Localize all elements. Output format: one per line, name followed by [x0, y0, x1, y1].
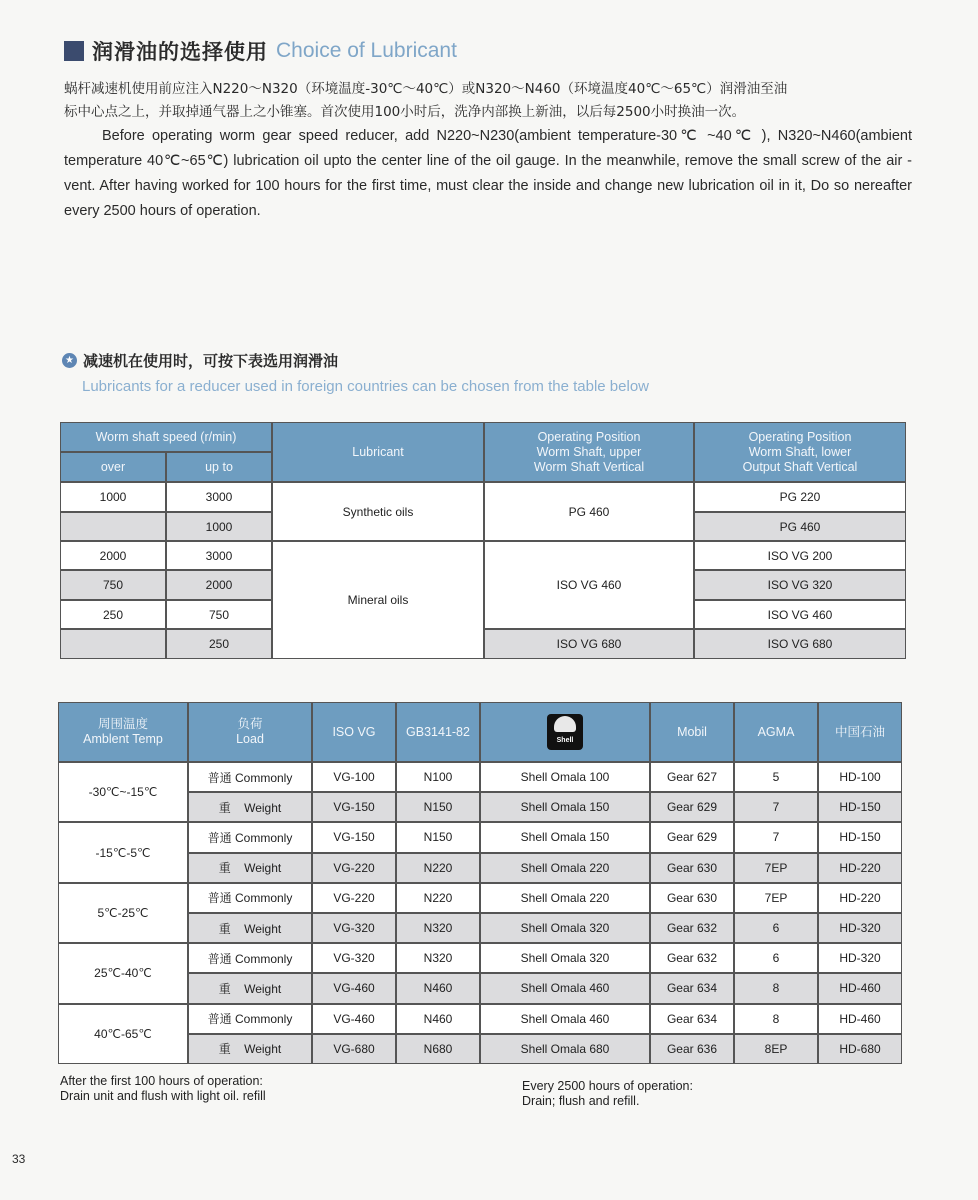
section-title-zh: 减速机在使用时，可按下表选用润滑油	[83, 352, 339, 370]
load-cell: 普通 Commonly	[188, 1004, 312, 1034]
agma-cell: 7	[734, 822, 818, 852]
footnote-first-100-hours: After the first 100 hours of operation: Drain unit and flush with light oil. refill	[60, 1074, 266, 1103]
shell-logo-icon	[547, 714, 583, 750]
iso-cell: VG-100	[312, 762, 396, 792]
temperature-range-cell: 40℃-65℃	[58, 1004, 188, 1064]
gb-cell: N150	[396, 822, 480, 852]
title-en: Choice of Lubricant	[276, 39, 457, 62]
lower-position-value: ISO VG 200	[694, 541, 906, 570]
load-cell: 重 Weight	[188, 1034, 312, 1064]
agma-cell: 7EP	[734, 883, 818, 913]
iso-cell: VG-220	[312, 883, 396, 913]
intro-en: Before operating worm gear speed reducer, add N220~N230(ambient temperature-30℃ ~40℃ ), N320~N460(ambient temperature 40℃~65℃) lubrication oil upto the center line of the oil gauge. In the meanwhile, remove the small screw of the air -vent. After having worked for 100 hours for the first time, must clear the inside and change new lubrication oil in it, Do so nereafter every 2500 hours of operation.	[64, 128, 912, 219]
temperature-range-cell: 5℃-25℃	[58, 883, 188, 943]
header-gb: GB3141-82	[396, 702, 480, 762]
header-up-to: up to	[166, 452, 272, 482]
gb-cell: N320	[396, 943, 480, 973]
load-cell: 普通 Commonly	[188, 762, 312, 792]
temperature-range-cell: 25℃-40℃	[58, 943, 188, 1003]
upper-position-value: PG 460	[484, 482, 694, 541]
speed-upto-cell: 250	[166, 629, 272, 659]
cn-cell: HD-320	[818, 913, 902, 943]
cn-cell: HD-100	[818, 762, 902, 792]
gb-cell: N460	[396, 1004, 480, 1034]
lower-position-value: PG 460	[694, 512, 906, 541]
header-load: 负荷 Load	[188, 702, 312, 762]
load-cell: 普通 Commonly	[188, 883, 312, 913]
upper-position-value: ISO VG 460	[484, 541, 694, 629]
header-over: over	[60, 452, 166, 482]
shell-cell: Shell Omala 460	[480, 1004, 650, 1034]
speed-upto-cell: 1000	[166, 512, 272, 541]
shell-cell: Shell Omala 100	[480, 762, 650, 792]
speed-over-cell: 1000	[60, 482, 166, 512]
iso-cell: VG-220	[312, 853, 396, 883]
shell-cell: Shell Omala 220	[480, 883, 650, 913]
shell-cell: Shell Omala 150	[480, 822, 650, 852]
lower-position-value: ISO VG 680	[694, 629, 906, 659]
mobil-cell: Gear 636	[650, 1034, 734, 1064]
gb-cell: N460	[396, 973, 480, 1003]
page-number: 33	[12, 1152, 26, 1166]
cn-cell: HD-680	[818, 1034, 902, 1064]
cn-cell: HD-220	[818, 883, 902, 913]
shell-cell: Shell Omala 320	[480, 943, 650, 973]
mobil-cell: Gear 634	[650, 1004, 734, 1034]
upper-position-value: ISO VG 680	[484, 629, 694, 659]
mobil-cell: Gear 629	[650, 792, 734, 822]
agma-cell: 8EP	[734, 1034, 818, 1064]
mobil-cell: Gear 634	[650, 973, 734, 1003]
iso-cell: VG-460	[312, 1004, 396, 1034]
agma-cell: 6	[734, 913, 818, 943]
agma-cell: 5	[734, 762, 818, 792]
star-icon: ★	[62, 353, 77, 368]
speed-over-cell: 750	[60, 570, 166, 600]
agma-cell: 8	[734, 973, 818, 1003]
iso-cell: VG-320	[312, 943, 396, 973]
agma-cell: 6	[734, 943, 818, 973]
header-position-upper: Operating Position Worm Shaft, upper Worm Shaft Vertical	[484, 422, 694, 482]
shell-cell: Shell Omala 460	[480, 973, 650, 1003]
iso-cell: VG-460	[312, 973, 396, 1003]
header-isovg: ISO VG	[312, 702, 396, 762]
gb-cell: N320	[396, 913, 480, 943]
shell-cell: Shell Omala 680	[480, 1034, 650, 1064]
iso-cell: VG-680	[312, 1034, 396, 1064]
lower-position-value: ISO VG 320	[694, 570, 906, 600]
iso-cell: VG-150	[312, 792, 396, 822]
gb-cell: N220	[396, 853, 480, 883]
header-cn: 中国石油	[818, 702, 902, 762]
speed-upto-cell: 2000	[166, 570, 272, 600]
shell-cell: Shell Omala 320	[480, 913, 650, 943]
header-worm-shaft-speed: Worm shaft speed (r/min)	[60, 422, 272, 452]
cn-cell: HD-220	[818, 853, 902, 883]
lubricant-mineral-oils: Mineral oils	[272, 541, 484, 659]
iso-cell: VG-320	[312, 913, 396, 943]
speed-over-cell: 2000	[60, 541, 166, 570]
temperature-range-cell: -30℃~-15℃	[58, 762, 188, 822]
shell-logo-word: Shell	[556, 737, 574, 744]
shell-shape	[554, 716, 576, 732]
mobil-cell: Gear 627	[650, 762, 734, 792]
lower-position-value: ISO VG 460	[694, 600, 906, 629]
mobil-cell: Gear 629	[650, 822, 734, 852]
load-cell: 普通 Commonly	[188, 822, 312, 852]
header-mobil: Mobil	[650, 702, 734, 762]
header-agma: AGMA	[734, 702, 818, 762]
lubricant-synthetic-oils: Synthetic oils	[272, 482, 484, 541]
title-square-icon	[64, 41, 84, 61]
speed-over-cell	[60, 629, 166, 659]
speed-upto-cell: 750	[166, 600, 272, 629]
gb-cell: N100	[396, 762, 480, 792]
agma-cell: 8	[734, 1004, 818, 1034]
gb-cell: N150	[396, 792, 480, 822]
speed-over-cell: 250	[60, 600, 166, 629]
intro-zh-line-2: 标中心点之上，并取掉通气器上之小锥塞。首次使用100小时后，洗净内部换上新油，以后每2500小时换油一次。	[64, 104, 746, 120]
temperature-range-cell: -15℃-5℃	[58, 822, 188, 882]
header-lubricant: Lubricant	[272, 422, 484, 482]
cn-cell: HD-150	[818, 792, 902, 822]
header-position-lower: Operating Position Worm Shaft, lower Output Shaft Vertical	[694, 422, 906, 482]
mobil-cell: Gear 632	[650, 943, 734, 973]
agma-cell: 7EP	[734, 853, 818, 883]
speed-upto-cell: 3000	[166, 541, 272, 570]
gb-cell: N680	[396, 1034, 480, 1064]
mobil-cell: Gear 630	[650, 883, 734, 913]
iso-cell: VG-150	[312, 822, 396, 852]
title-zh: 润滑油的选择使用	[92, 40, 268, 64]
agma-cell: 7	[734, 792, 818, 822]
load-cell: 重 Weight	[188, 973, 312, 1003]
lower-position-value: PG 220	[694, 482, 906, 512]
shell-cell: Shell Omala 220	[480, 853, 650, 883]
load-cell: 普通 Commonly	[188, 943, 312, 973]
header-shell	[480, 702, 650, 762]
page-title	[64, 36, 457, 66]
cn-cell: HD-150	[818, 822, 902, 852]
cn-cell: HD-460	[818, 973, 902, 1003]
mobil-cell: Gear 630	[650, 853, 734, 883]
footnote-every-2500-hours: Every 2500 hours of operation: Drain; flush and refill.	[522, 1079, 693, 1108]
shell-cell: Shell Omala 150	[480, 792, 650, 822]
intro-zh-line-1: 蜗杆减速机使用前应注入N220～N320（环境温度-30℃～40℃）或N320～N460（环境温度40℃～65℃）润滑油至油	[64, 81, 788, 97]
gb-cell: N220	[396, 883, 480, 913]
speed-upto-cell: 3000	[166, 482, 272, 512]
cn-cell: HD-320	[818, 943, 902, 973]
load-cell: 重 Weight	[188, 792, 312, 822]
mobil-cell: Gear 632	[650, 913, 734, 943]
load-cell: 重 Weight	[188, 853, 312, 883]
section-title	[62, 350, 338, 371]
header-temp: 周围温度 Amblent Temp	[58, 702, 188, 762]
section-title-en: Lubricants for a reducer used in foreign countries can be chosen from the table below	[82, 378, 649, 395]
load-cell: 重 Weight	[188, 913, 312, 943]
speed-over-cell	[60, 512, 166, 541]
cn-cell: HD-460	[818, 1004, 902, 1034]
